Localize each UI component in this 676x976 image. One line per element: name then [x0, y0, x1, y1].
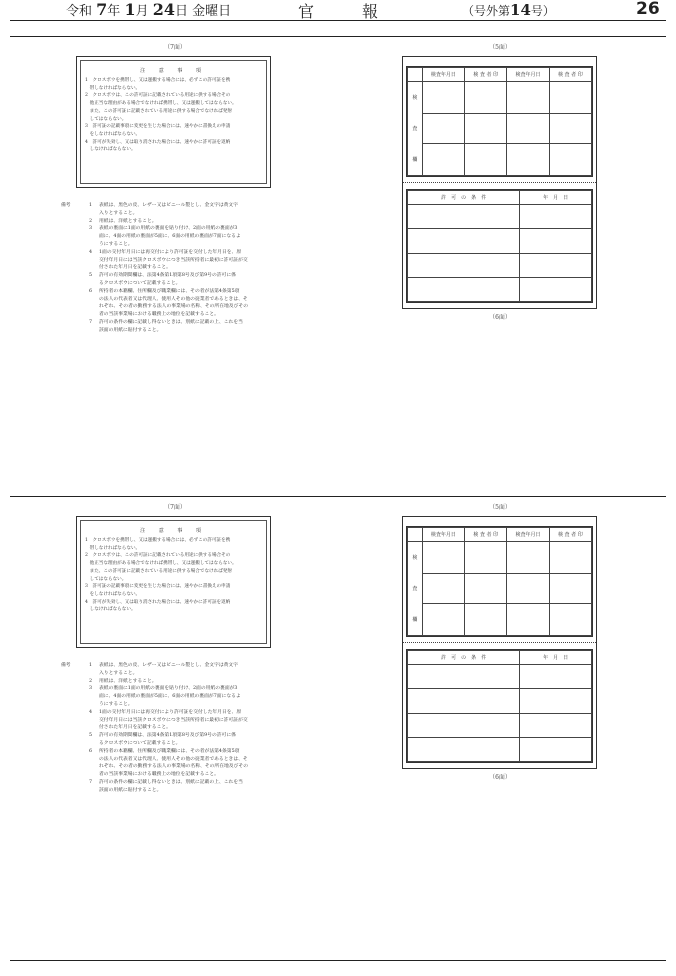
remark-number: 7 [89, 779, 93, 785]
conditions-header: 年 月 日 [520, 651, 592, 665]
conditions-cell [408, 689, 520, 713]
inspection-side-label: 検 [408, 542, 423, 574]
remark-continuation [61, 257, 301, 265]
remarks-indent [61, 756, 89, 764]
remarks-block [61, 202, 301, 335]
remarks-indent [61, 787, 89, 795]
remark-text: るクロスボウについて記載すること。 [99, 740, 181, 746]
header-rule [10, 20, 666, 21]
page-number: 26 [636, 0, 660, 19]
notice-line: 2 クロスボウは、この許可証に記載されている用途に供する場合その [85, 553, 231, 559]
notice-line: 2 クロスボウは、この許可証に記載されている用途に供する場合その [85, 93, 231, 99]
inspection-header: 検 査 者 印 [465, 68, 507, 82]
remark-text: 付された年月日を記載すること。 [99, 725, 171, 731]
remarks-indent [61, 303, 89, 311]
remark-item [61, 732, 301, 740]
remark-number [89, 241, 99, 249]
inspection-header: 検 査 者 印 [549, 528, 591, 542]
notice-title: 注 意 事 項 [140, 528, 207, 534]
remarks-indent [61, 225, 89, 233]
inspection-cell [422, 143, 464, 175]
remarks-indent [61, 249, 89, 257]
remark-text: るクロスボウについて記載すること。 [99, 280, 181, 286]
remark-number: 7 [89, 319, 93, 325]
conditions-cell [408, 277, 520, 301]
inspection-cell [422, 114, 464, 144]
remark-number [89, 210, 99, 218]
remarks-indent [61, 701, 89, 709]
remarks-indent [61, 296, 89, 304]
remark-continuation [61, 311, 301, 319]
remark-continuation [61, 670, 301, 678]
remark-item [61, 685, 301, 693]
remark-number [89, 740, 99, 748]
remarks-indent [61, 218, 89, 226]
remarks-block [61, 662, 301, 795]
remarks-indent [61, 693, 89, 701]
remark-text: 所持者の本籍欄、住所欄及び職業欄には、その者が法第4条第5項 [99, 748, 240, 754]
inspection-cell [465, 143, 507, 175]
notice-line: 他正当な理由がある場合でなければ携帯し、又は運搬してはならない。 [85, 561, 237, 567]
notice-line: また、この許可証に記載されている用途に供する場合でなければ発射 [85, 568, 233, 574]
remarks-indent [61, 732, 89, 740]
inspection-cell [465, 114, 507, 144]
conditions-cell [408, 253, 520, 277]
inspection-header: 検査年月日 [422, 528, 464, 542]
remark-text: うにすること。 [99, 701, 133, 707]
remarks-indent [61, 763, 89, 771]
middle-rule [10, 496, 666, 497]
remark-continuation [61, 233, 301, 241]
notice-line: 他正当な理由がある場合でなければ携帯し、又は運搬してはならない。 [85, 101, 237, 107]
remark-text: 者の当該事業場における職務上の地位を記載すること。 [99, 772, 219, 778]
face-label-right-bottom: （6面） [489, 774, 511, 781]
inspection-cell [549, 82, 591, 114]
inspection-header: 検査年月日 [422, 68, 464, 82]
remark-text: 面に、4面の用紙の裏面が5面に、6面の用紙の裏面が7面になるよ [99, 694, 241, 700]
remark-continuation [61, 303, 301, 311]
remark-item [61, 272, 301, 280]
inspection-cell [549, 114, 591, 144]
inspection-cell [549, 143, 591, 175]
remark-text: 所持者の本籍欄、住所欄及び職業欄には、その者が法第4条第5項 [99, 288, 240, 294]
remark-number [89, 233, 99, 241]
inspection-cell [422, 574, 464, 604]
inspection-cell [465, 603, 507, 635]
remark-number: 6 [89, 748, 93, 754]
remark-continuation [61, 701, 301, 709]
remark-number: 2 [89, 218, 93, 224]
inspection-cell [549, 542, 591, 574]
remark-number [89, 717, 99, 725]
remark-continuation [61, 756, 301, 764]
notice-title: 注 意 事 項 [140, 68, 207, 74]
inspection-cell [422, 82, 464, 114]
conditions-header: 許 可 の 条 件 [408, 191, 520, 205]
inspection-header: 検査年月日 [507, 68, 549, 82]
inspection-cell [465, 82, 507, 114]
remark-number: 4 [89, 709, 93, 715]
form-section [0, 500, 676, 960]
remark-continuation [61, 771, 301, 779]
inspection-cell [465, 542, 507, 574]
remark-number [89, 724, 99, 732]
conditions-table [406, 649, 593, 763]
remark-text: 表紙は、黒色の皮、レザー又はビニール製とし、金文字は黄文字 [99, 203, 239, 208]
face-label-right-top: （5面） [489, 504, 511, 511]
notice-frame [80, 60, 267, 184]
remark-text: 交付年月日には当該クロスボウにつき当該所持者に最初に許可証が交 [99, 257, 248, 263]
remarks-indent [61, 210, 89, 218]
inspection-side-label: 欄 [408, 143, 423, 175]
remark-number [89, 303, 99, 311]
notice-line: また、この許可証に記載されている用途に供する場合でなければ発射 [85, 108, 233, 114]
face-label-left: （7面） [164, 504, 186, 511]
remarks-indent [61, 319, 89, 327]
gazette-title-b: 報 [362, 2, 379, 21]
form-section [0, 40, 676, 500]
remark-text: 許可の有効期間欄は、法第4条第1項第8号及び第9号の許可に係 [99, 273, 236, 279]
conditions-header: 年 月 日 [520, 191, 592, 205]
remark-continuation [61, 724, 301, 732]
inspection-corner [408, 528, 423, 542]
remarks-label: 備考 [61, 663, 71, 668]
remark-number: 3 [89, 226, 93, 232]
remark-number [89, 327, 99, 335]
remark-item [61, 218, 301, 226]
extra-issue-number: （号外第14号） [462, 1, 555, 19]
conditions-header: 許 可 の 条 件 [408, 651, 520, 665]
remark-number [89, 257, 99, 265]
perforation-line [403, 642, 596, 643]
face-label-right-top: （5面） [489, 44, 511, 51]
inspection-cell [507, 82, 549, 114]
remarks-indent [61, 740, 89, 748]
conditions-table [406, 189, 593, 303]
gazette-title-a: 官 [298, 2, 317, 21]
notice-line: 4 許可が失効し、又は取り消された場合には、速やかに許可証を返納 [85, 139, 231, 145]
remark-text: 許可の条件の欄に記載し得ないときは、別紙に記載の上、これを当 [99, 319, 243, 325]
remark-number [89, 787, 99, 795]
remark-continuation [61, 210, 301, 218]
notice-line: してはならない。 [85, 576, 127, 582]
remark-number [89, 756, 99, 764]
inspection-cell [549, 574, 591, 604]
remark-continuation [61, 296, 301, 304]
remarks-indent [61, 233, 89, 241]
conditions-date-cell [520, 253, 592, 277]
conditions-date-cell [520, 665, 592, 689]
remark-continuation [61, 327, 301, 335]
conditions-cell [408, 229, 520, 253]
remarks-indent [61, 678, 89, 686]
inspection-cell [549, 603, 591, 635]
remark-text: 用紙は、洋紙とすること。 [99, 678, 157, 684]
remark-text: 1面の交付年月日には再交付により許可証を交付した年月日を、原 [99, 709, 242, 715]
notice-line: をしなければならない。 [85, 591, 141, 597]
remarks-indent [61, 717, 89, 725]
inspection-cell [422, 542, 464, 574]
conditions-date-cell [520, 689, 592, 713]
remarks-indent [61, 709, 89, 717]
remark-number [89, 264, 99, 272]
remark-text: れぞれ、その者の勤務する法人の事業場の名称、その所在地及びその [99, 304, 248, 310]
face-label-left: （7面） [164, 44, 186, 51]
conditions-cell [408, 205, 520, 229]
notice-line: しなければならない。 [85, 607, 136, 613]
remark-text: 該面の用紙に貼付すること。 [99, 787, 162, 793]
remarks-indent [61, 748, 89, 756]
remark-text: れぞれ、その者の勤務する法人の事業場の名称、その所在地及びその [99, 764, 248, 770]
conditions-date-cell [520, 205, 592, 229]
notice-line: 1 クロスボウを携帯し、又は運搬する場合には、必ずこの許可証を携 [85, 78, 231, 83]
notice-line: 帯しなければならない。 [85, 85, 141, 91]
conditions-cell [408, 737, 520, 761]
remark-text: 交付年月日には当該クロスボウにつき当該所持者に最初に許可証が交 [99, 717, 248, 723]
remarks-indent [61, 670, 89, 678]
remark-text: 1面の交付年月日には再交付により許可証を交付した年月日を、原 [99, 249, 242, 255]
notice-line: 3 許可証の記載事項に変更を生じた場合には、速やかに書換えの申請 [85, 124, 231, 130]
inspection-corner [408, 68, 423, 82]
remark-item [61, 662, 301, 670]
conditions-date-cell [520, 277, 592, 301]
remark-number [89, 296, 99, 304]
remark-text: 入りとすること。 [99, 210, 138, 216]
remark-number [89, 311, 99, 319]
inspection-side-label: 検 [408, 82, 423, 114]
inspection-cell [422, 603, 464, 635]
inspection-side-label: 査 [408, 114, 423, 144]
remark-item [61, 678, 301, 686]
remark-continuation [61, 280, 301, 288]
remark-item [61, 249, 301, 257]
remark-continuation [61, 763, 301, 771]
remark-text: 表紙は、黒色の皮、レザー又はビニール製とし、金文字は黄文字 [99, 663, 239, 668]
remark-item [61, 748, 301, 756]
remarks-indent [61, 685, 89, 693]
conditions-cell [408, 713, 520, 737]
remark-item [61, 202, 301, 210]
notice-frame [80, 520, 267, 644]
remark-number: 5 [89, 733, 93, 739]
remark-continuation [61, 241, 301, 249]
remark-text: うにすること。 [99, 241, 133, 247]
remark-text: 許可の条件の欄に記載し得ないときは、別紙に記載の上、これを当 [99, 779, 243, 785]
notice-box [76, 516, 271, 648]
notice-line: 3 許可証の記載事項に変更を生じた場合には、速やかに書換えの申請 [85, 584, 231, 590]
conditions-cell [408, 665, 520, 689]
inspection-side-label: 査 [408, 574, 423, 604]
remark-continuation [61, 264, 301, 272]
perforation-line [403, 182, 596, 183]
inspection-table [406, 66, 593, 177]
conditions-date-cell [520, 229, 592, 253]
remark-number: 4 [89, 249, 93, 255]
remarks-indent [61, 771, 89, 779]
remark-text: 付された年月日を記載すること。 [99, 265, 171, 271]
remark-item [61, 779, 301, 787]
remark-item [61, 225, 301, 233]
inspection-side-label: 欄 [408, 603, 423, 635]
remark-number [89, 701, 99, 709]
remark-number: 5 [89, 273, 93, 279]
notice-line: 4 許可が失効し、又は取り消された場合には、速やかに許可証を返納 [85, 599, 231, 605]
remark-text: の法人の代表者又は代理人、使用人その他の従業者であるときは、そ [99, 756, 248, 762]
remark-text: 許可の有効期間欄は、法第4条第1項第8号及び第9号の許可に係 [99, 733, 236, 739]
remark-number: 2 [89, 678, 93, 684]
remark-text: 面に、4面の用紙の裏面が5面に、6面の用紙の裏面が7面になるよ [99, 234, 241, 240]
remark-text: 表紙の裏面に1面の用紙の裏面を貼り付け、2面の用紙の裏面が3 [99, 686, 238, 692]
remark-number: 1 [89, 663, 93, 668]
inspection-table [406, 526, 593, 637]
issue-date: 令和 7年 1月 24日 金曜日 [66, 0, 232, 19]
notice-line: 1 クロスボウを携帯し、又は運搬する場合には、必ずこの許可証を携 [85, 538, 231, 543]
permit-form-page [402, 516, 597, 769]
remark-number [89, 693, 99, 701]
remark-text: の法人の代表者又は代理人、使用人その他の従業者であるときは、そ [99, 296, 248, 302]
remarks-indent [61, 327, 89, 335]
inspection-cell [507, 143, 549, 175]
remark-number [89, 670, 99, 678]
remarks-label: 備考 [61, 203, 71, 208]
notice-line: してはならない。 [85, 116, 127, 122]
remark-item [61, 319, 301, 327]
remark-continuation [61, 693, 301, 701]
inspection-cell [507, 574, 549, 604]
permit-form-page [402, 56, 597, 309]
remark-text: 表紙の裏面に1面の用紙の裏面を貼り付け、2面の用紙の裏面が3 [99, 226, 238, 232]
remark-text: 該面の用紙に貼付すること。 [99, 327, 162, 333]
notice-line: 帯しなければならない。 [85, 545, 141, 551]
remark-number [89, 280, 99, 288]
remarks-indent [61, 311, 89, 319]
bottom-rule [10, 960, 666, 961]
remarks-indent [61, 264, 89, 272]
remark-number [89, 771, 99, 779]
remarks-indent [61, 272, 89, 280]
remarks-indent [61, 288, 89, 296]
remark-number [89, 763, 99, 771]
notice-line: をしなければならない。 [85, 131, 141, 137]
remarks-indent [61, 724, 89, 732]
remark-item [61, 709, 301, 717]
remark-text: 用紙は、洋紙とすること。 [99, 218, 157, 224]
conditions-date-cell [520, 737, 592, 761]
remark-number: 3 [89, 686, 93, 692]
remarks-indent [61, 257, 89, 265]
remark-continuation [61, 740, 301, 748]
notice-box [76, 56, 271, 188]
remarks-indent [61, 241, 89, 249]
inspection-cell [507, 542, 549, 574]
inspection-header: 検 査 者 印 [549, 68, 591, 82]
remarks-indent [61, 280, 89, 288]
top-rule [10, 36, 666, 37]
inspection-cell [507, 114, 549, 144]
inspection-cell [507, 603, 549, 635]
inspection-header: 検査年月日 [507, 528, 549, 542]
remark-number: 1 [89, 203, 93, 208]
remark-item [61, 288, 301, 296]
remark-text: 入りとすること。 [99, 670, 138, 676]
inspection-cell [465, 574, 507, 604]
inspection-header: 検 査 者 印 [465, 528, 507, 542]
notice-line: しなければならない。 [85, 147, 136, 153]
face-label-right-bottom: （6面） [489, 314, 511, 321]
remark-continuation [61, 787, 301, 795]
remark-continuation [61, 717, 301, 725]
remark-text: 者の当該事業場における職務上の地位を記載すること。 [99, 312, 219, 318]
remark-number: 6 [89, 288, 93, 294]
conditions-date-cell [520, 713, 592, 737]
remarks-indent [61, 779, 89, 787]
